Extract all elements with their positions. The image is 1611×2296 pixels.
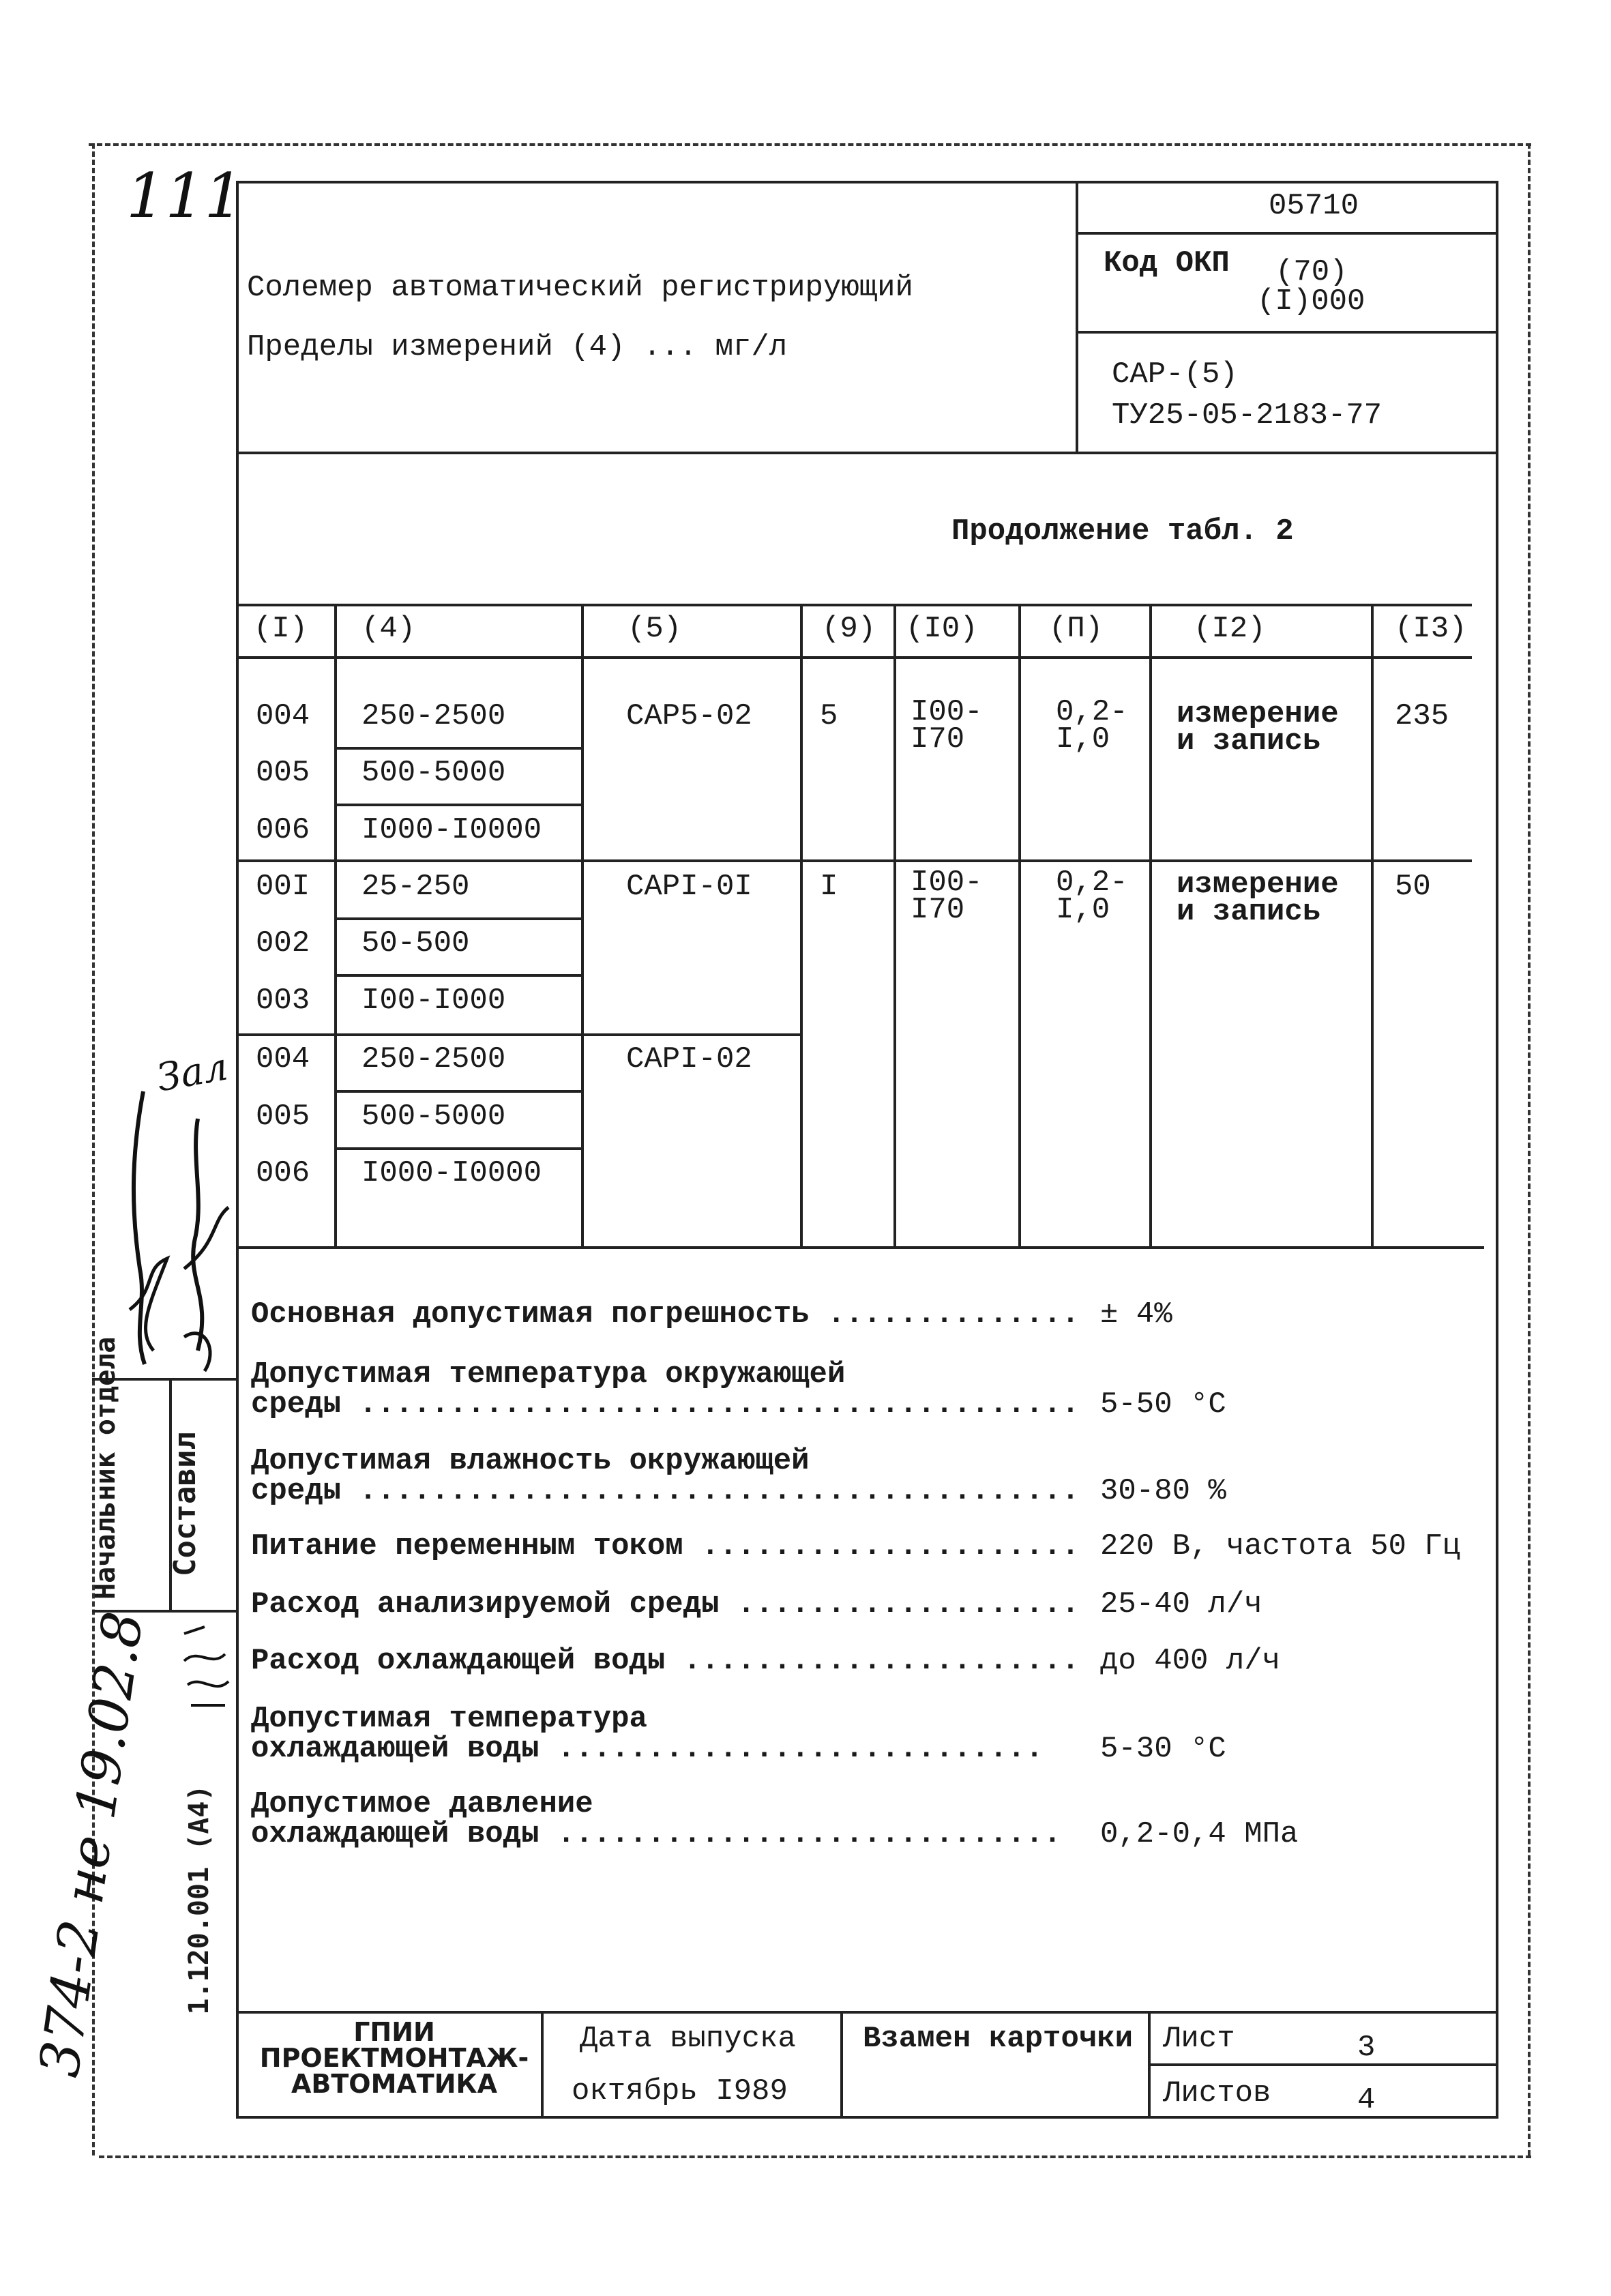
sheet-value: 3 — [1357, 2031, 1376, 2065]
table-top-line — [236, 604, 1472, 606]
row-sep — [334, 804, 581, 806]
organization: ГПИИ ПРОЕКТМОНТАЖ- АВТОМАТИКА — [259, 2017, 529, 2099]
cell-range: 500-5000 — [361, 1100, 506, 1134]
param-value: до 400 л/ч — [1100, 1644, 1281, 1678]
cell-col9: 5 — [820, 699, 838, 733]
cell-col9: I — [820, 870, 838, 904]
param-row — [251, 1357, 1479, 1422]
signature-stroke — [130, 1259, 167, 1351]
param-row — [251, 1646, 1479, 1676]
okp-value-1: (70) — [1275, 255, 1348, 289]
param-name: Допустимая температура охлаждающей воды ........................... — [251, 1702, 1044, 1766]
corner-number: 111 — [126, 160, 243, 232]
col-header-12: (I2) — [1194, 612, 1266, 646]
cell-range: 500-5000 — [361, 756, 506, 790]
cell-range: 50-500 — [361, 926, 470, 960]
header-code-line — [1076, 232, 1498, 235]
col-line-5 — [1018, 604, 1021, 1246]
signatures — [102, 1064, 239, 1385]
col-header-13: (I3) — [1395, 612, 1467, 646]
col-line-7 — [1371, 604, 1374, 1246]
cell-range: 250-2500 — [361, 1042, 506, 1076]
param-value: 5-50 °С — [1100, 1387, 1226, 1422]
row-sep — [334, 917, 581, 920]
frame-top-dash — [89, 143, 1531, 146]
footer-sheet-line — [1148, 2063, 1498, 2066]
cell-col12: измерение и запись — [1177, 868, 1339, 929]
param-name: Расход охлаждающей воды ...................... — [251, 1644, 1080, 1678]
col-line-4 — [893, 604, 896, 1246]
param-name: Основная допустимая погрешность .............. — [251, 1297, 1080, 1331]
col-header-5: (5) — [627, 612, 682, 646]
signature-stroke — [184, 1334, 210, 1371]
spec-number: ТУ25-05-2183-77 — [1112, 398, 1383, 432]
param-value: 220 В, частота 50 Гц — [1100, 1529, 1461, 1563]
frame-bottom-dash — [99, 2155, 1531, 2158]
param-row — [251, 1446, 1479, 1506]
cell-model: САРI-0I — [626, 870, 752, 904]
cell-code: 004 — [256, 1042, 310, 1076]
sheet-label: Лист — [1163, 2022, 1235, 2056]
cell-code: 004 — [256, 699, 310, 733]
document-code: 1.120.001 (А4) — [183, 1784, 215, 2015]
param-value: 5-30 °С — [1100, 1732, 1226, 1766]
cell-col13: 235 — [1395, 699, 1449, 733]
param-row — [251, 1299, 1479, 1329]
release-value: октябрь I989 — [572, 2074, 788, 2108]
param-row — [251, 1704, 1479, 1764]
measurement-limits: Пределы измерений (4) ... мг/л — [247, 330, 788, 364]
group-sep-2 — [236, 1033, 800, 1036]
group-sep-1 — [236, 859, 1472, 862]
col-line-6 — [1149, 604, 1152, 1246]
header-divider — [1076, 181, 1078, 454]
cell-code: 006 — [256, 813, 310, 847]
param-name: Допустимая температура окружающей среды ........................................ — [251, 1357, 1080, 1422]
card-bottom-border — [236, 2116, 1498, 2119]
cell-code: 003 — [256, 984, 310, 1018]
param-name: Питание переменным током ..................... — [251, 1529, 1080, 1563]
dept-head-label: Начальник отдела — [90, 1336, 121, 1600]
row-sep — [334, 747, 581, 750]
param-value: ± 4% — [1100, 1297, 1172, 1331]
handwritten-mark: Зал — [153, 1044, 231, 1101]
footer-divider-1 — [541, 2011, 544, 2117]
model-name: САР-(5) — [1112, 357, 1238, 392]
sheets-label: Листов — [1163, 2076, 1271, 2110]
cell-range: I000-I0000 — [361, 1156, 542, 1190]
param-row — [251, 1589, 1479, 1619]
footer-top-line — [236, 2011, 1498, 2014]
cell-col11: 0,2- I,0 — [1056, 866, 1128, 927]
cell-model: САР5-02 — [626, 699, 752, 733]
cell-col10: I00- I70 — [911, 695, 983, 756]
cell-range: I000-I0000 — [361, 813, 542, 847]
param-name: Расход анализируемой среды ................... — [251, 1587, 1080, 1621]
cell-range: 25-250 — [361, 870, 470, 904]
signature-stroke — [134, 1091, 145, 1364]
cell-code: 00I — [256, 870, 310, 904]
col-header-4: (4) — [361, 612, 416, 646]
param-value: 25-40 л/ч — [1100, 1587, 1262, 1621]
param-name: Допустимая влажность окружающей среды ........................................ — [251, 1444, 1080, 1508]
composed-label: Составил — [168, 1432, 203, 1576]
cell-col11: 0,2- I,0 — [1056, 695, 1128, 756]
scribble-stroke — [184, 1627, 228, 1705]
header-okp-line — [1076, 331, 1498, 334]
cell-code: 002 — [256, 926, 310, 960]
header-bottom-line — [236, 452, 1498, 454]
col-header-9: (9) — [822, 612, 876, 646]
signature-stroke — [193, 1119, 202, 1351]
col-line-2 — [581, 604, 584, 1246]
row-sep — [334, 1147, 581, 1150]
footer-divider-2 — [840, 2011, 843, 2117]
release-label: Дата выпуска — [580, 2022, 796, 2056]
param-name: Допустимое давление охлаждающей воды ............................ — [251, 1787, 1062, 1851]
table-header-line — [236, 656, 1472, 659]
product-title: Солемер автоматический регистрирующий — [247, 271, 913, 305]
col-line-3 — [800, 604, 803, 1246]
col-header-11: (П) — [1049, 612, 1104, 646]
okp-label: Код ОКП — [1104, 246, 1230, 280]
cell-col10: I00- I70 — [911, 866, 983, 927]
cell-col13: 50 — [1395, 870, 1431, 904]
table-bottom-line — [236, 1246, 1484, 1249]
cell-model: САРI-02 — [626, 1042, 752, 1076]
replace-label: Взамен карточки — [863, 2022, 1134, 2056]
row-sep — [334, 1090, 581, 1093]
param-value: 0,2-0,4 МПа — [1100, 1817, 1299, 1851]
okp-value-2: (I)000 — [1257, 284, 1365, 319]
card-right-border — [1496, 181, 1498, 2118]
row-sep — [334, 974, 581, 977]
col-header-1: (I) — [254, 612, 308, 646]
param-row — [251, 1789, 1479, 1849]
cell-code: 005 — [256, 756, 310, 790]
handwritten-number: 374-2 не 19.02.8 — [27, 1608, 156, 2081]
cell-col12: измерение и запись — [1177, 697, 1339, 759]
param-row — [251, 1531, 1479, 1561]
param-value: 30-80 % — [1100, 1474, 1226, 1508]
sheets-value: 4 — [1357, 2083, 1376, 2117]
signature-stroke — [184, 1207, 228, 1269]
frame-right-dash — [1528, 143, 1531, 2155]
card-top-border — [236, 181, 1498, 183]
catalog-code: 05710 — [1269, 189, 1359, 223]
approval-scribble — [177, 1620, 239, 1722]
continuation-label: Продолжение табл. 2 — [951, 514, 1294, 548]
cell-code: 005 — [256, 1100, 310, 1134]
cell-range: 250-2500 — [361, 699, 506, 733]
cell-code: 006 — [256, 1156, 310, 1190]
cell-range: I00-I000 — [361, 984, 506, 1018]
col-header-10: (I0) — [906, 612, 978, 646]
